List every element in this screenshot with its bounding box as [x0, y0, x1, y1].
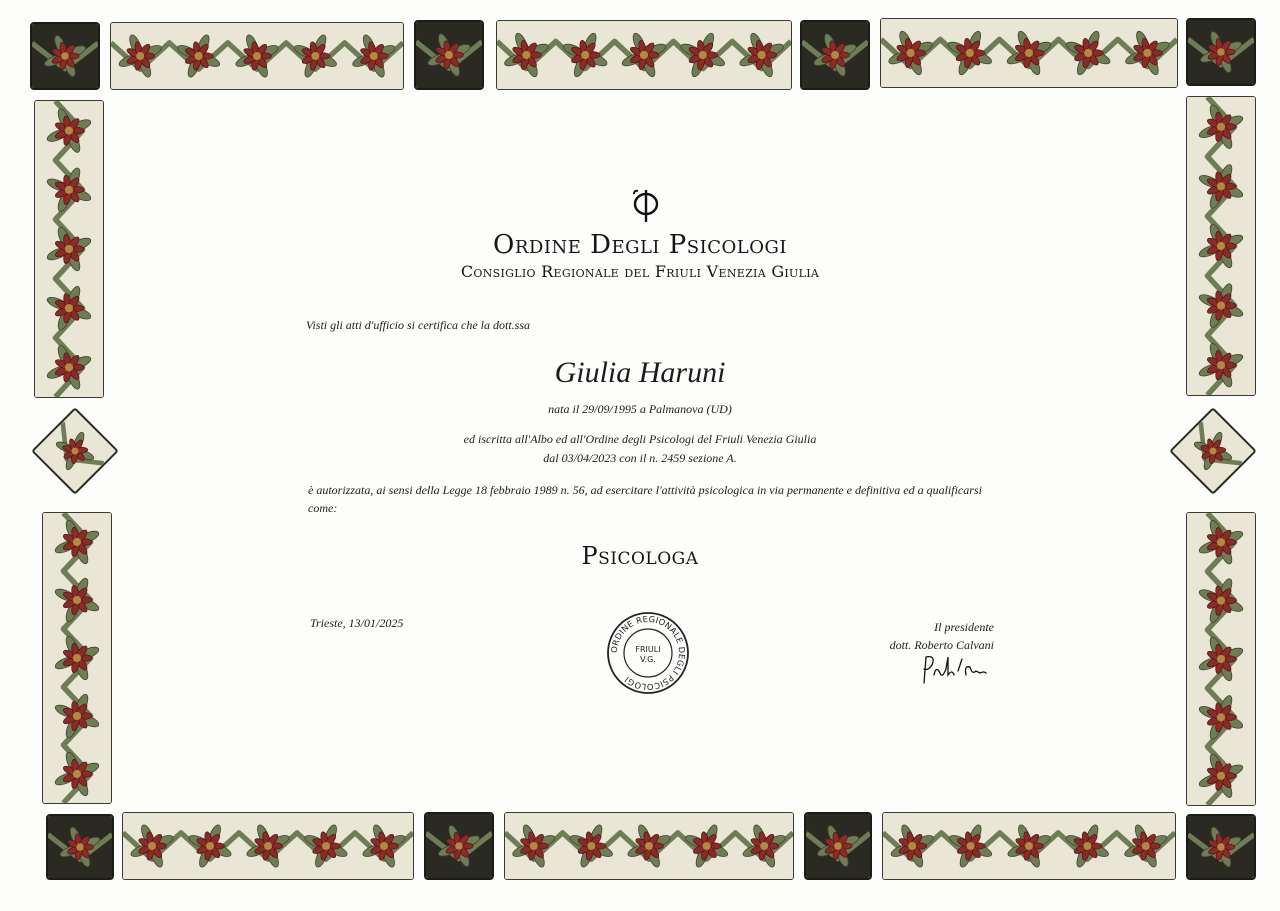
border-tile-top-right — [1186, 18, 1256, 86]
page-subtitle: Consiglio Regionale del Friuli Venezia Giulia — [460, 262, 820, 281]
place-and-date: Trieste, 13/01/2025 — [310, 616, 404, 630]
ornament-pattern — [1188, 816, 1254, 878]
border-panel-top-1 — [110, 22, 404, 90]
holder-name: Giulia Haruni — [554, 356, 726, 389]
stamp-center-line-2: V.G. — [640, 655, 656, 664]
registration-line-2: dal 03/04/2023 con il n. 2459 sezione A. — [543, 451, 737, 465]
profession-title: Psicologa — [581, 542, 699, 570]
ornament-pattern — [806, 814, 870, 878]
ornament-pattern — [881, 19, 1177, 87]
ornament-pattern — [426, 814, 492, 878]
ornament-pattern — [497, 21, 791, 89]
border-panel-bottom-3 — [882, 812, 1176, 880]
ornament-pattern — [32, 24, 98, 88]
certification-intro: Visti gli atti d'ufficio si certifica che la dott.ssa — [306, 318, 530, 332]
border-tile-bottom-2 — [424, 812, 494, 880]
border-panel-bottom-1 — [122, 812, 414, 880]
birth-details: nata il 29/09/1995 a Palmanova (UD) — [548, 402, 732, 416]
ornament-pattern — [1188, 20, 1254, 84]
border-tile-bottom-3 — [804, 812, 872, 880]
ornament-pattern — [48, 816, 112, 878]
ornament-pattern — [111, 23, 403, 89]
official-stamp — [606, 611, 690, 695]
border-tile-top-2 — [414, 20, 484, 90]
stamp-center-line-1: FRIULI — [635, 645, 661, 654]
president-name: dott. Roberto Calvani — [889, 638, 994, 652]
page-title: Ordine Degli Psicologi — [493, 230, 787, 260]
border-panel-top-3 — [880, 18, 1178, 88]
border-tile-top-left — [30, 22, 100, 90]
border-panel-bottom-2 — [504, 812, 794, 880]
border-tile-bottom-right — [1186, 814, 1256, 880]
border-tile-top-3 — [800, 20, 870, 90]
president-block — [890, 618, 994, 654]
ornament-pattern — [802, 22, 868, 88]
psi-logo-icon — [630, 188, 662, 224]
border-tile-bottom-left — [46, 814, 114, 880]
ornament-pattern — [883, 813, 1175, 879]
authorization-text: è autorizzata, ai sensi della Legge 18 febbraio 1989 n. 56, ad esercitare l'attività psicologica in via permanente e definitiva ed a qualificarsi come: — [308, 483, 982, 515]
stamp-ring-text: ORDINE REGIONALE DEGLI PSICOLOGI — [608, 613, 688, 693]
border-panel-top-2 — [496, 20, 792, 90]
registration-line-1: ed iscritta all'Albo ed all'Ordine degli Psicologi del Friuli Venezia Giulia — [463, 432, 817, 446]
ornament-pattern — [123, 813, 413, 879]
ornament-pattern — [416, 22, 482, 88]
president-title: Il presidente — [934, 620, 994, 634]
handwritten-signature — [918, 651, 988, 687]
ornament-pattern — [505, 813, 793, 879]
